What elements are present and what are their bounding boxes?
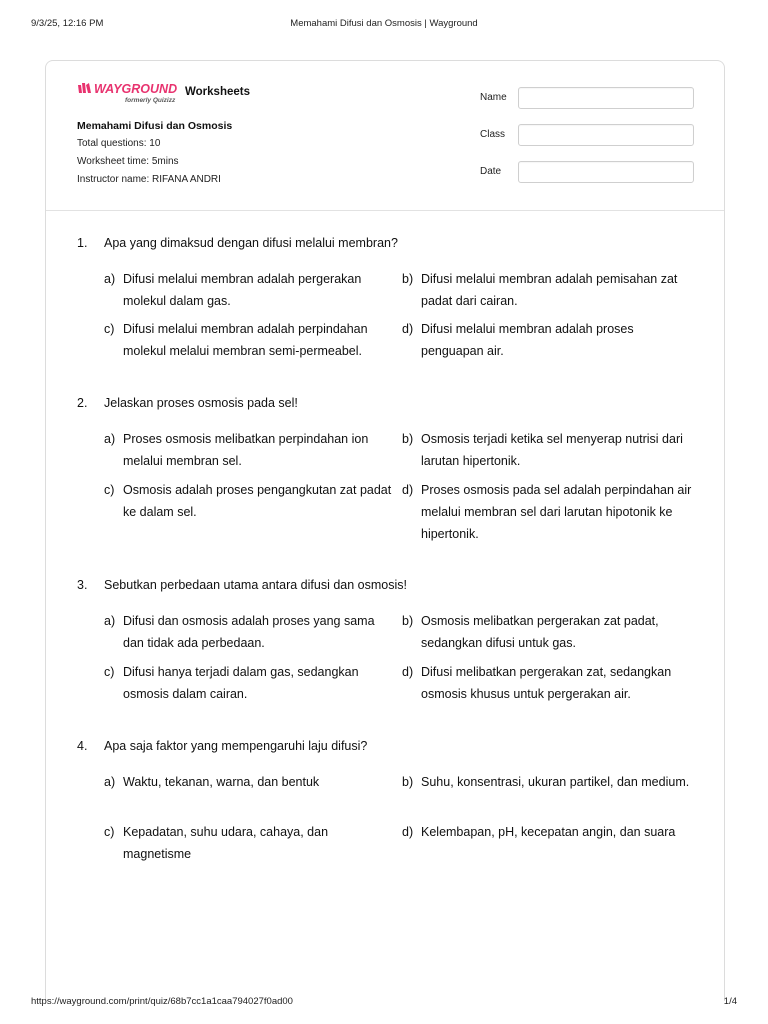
option-text: Difusi melalui membran adalah perpindahan molekul melalui membran semi-permeabel. — [123, 322, 368, 358]
option-letter: b) — [402, 272, 414, 286]
option-text: Difusi hanya terjadi dalam gas, sedangkan osmosis dalam cairan. — [123, 665, 359, 701]
option-letter: c) — [104, 825, 115, 839]
option-letter: d) — [402, 825, 414, 839]
question-text: Apa yang dimaksud dengan difusi melalui membran? — [104, 236, 398, 250]
option-c — [104, 821, 394, 865]
option-d — [402, 479, 698, 545]
worksheets-label: Worksheets — [185, 86, 250, 98]
option-letter: a) — [104, 272, 116, 286]
option-letter: b) — [402, 614, 414, 628]
option-a — [104, 428, 394, 472]
question-text: Jelaskan proses osmosis pada sel! — [104, 396, 298, 410]
date-field[interactable] — [518, 161, 694, 183]
option-b — [402, 428, 698, 472]
worksheet-time: Worksheet time: 5mins — [77, 156, 179, 167]
class-field[interactable] — [518, 124, 694, 146]
option-text: Osmosis terjadi ketika sel menyerap nutrisi dari larutan hipertonik. — [421, 432, 683, 468]
option-b — [402, 268, 698, 312]
worksheet-card — [45, 60, 725, 1001]
name-field[interactable] — [518, 87, 694, 109]
option-b — [402, 610, 698, 654]
option-letter: a) — [104, 432, 116, 446]
print-page-number: 1/4 — [723, 996, 737, 1007]
logo-bar-2 — [82, 83, 86, 93]
option-a — [104, 610, 394, 654]
option-letter: c) — [104, 483, 115, 497]
question-number: 3. — [77, 578, 88, 592]
option-letter: b) — [402, 775, 414, 789]
option-letter: a) — [104, 775, 116, 789]
option-letter: a) — [104, 614, 116, 628]
option-a — [104, 268, 394, 312]
option-a — [104, 771, 394, 793]
name-label: Name — [480, 92, 507, 103]
option-letter: d) — [402, 483, 414, 497]
question-text: Apa saja faktor yang mempengaruhi laju difusi? — [104, 739, 368, 753]
instructor-name: Instructor name: RIFANA ANDRI — [77, 174, 221, 185]
option-letter: b) — [402, 432, 414, 446]
worksheet-title: Memahami Difusi dan Osmosis — [77, 120, 233, 132]
option-c — [104, 479, 394, 523]
worksheet-header — [46, 61, 724, 211]
logo-subtext: formerly Quizizz — [125, 97, 176, 104]
option-text: Waktu, tekanan, warna, dan bentuk — [123, 775, 320, 789]
question-number: 1. — [77, 236, 88, 250]
option-text: Difusi melalui membran adalah proses penguapan air. — [421, 322, 634, 358]
option-text: Difusi melibatkan pergerakan zat, sedangkan osmosis khusus untuk pergerakan air. — [421, 665, 672, 701]
print-url[interactable]: https://wayground.com/print/quiz/68b7cc1a1caa794027f0ad00 — [31, 996, 293, 1007]
wayground-logo-icon — [77, 81, 197, 97]
question-number: 2. — [77, 396, 88, 410]
question-text: Sebutkan perbedaan utama antara difusi dan osmosis! — [104, 578, 407, 592]
logo-bar-3 — [86, 83, 91, 93]
option-text: Proses osmosis pada sel adalah perpindahan air melalui membran sel dari larutan hipotonik ke hipertonik. — [421, 483, 692, 541]
date-label: Date — [480, 166, 502, 177]
option-d — [402, 821, 698, 843]
class-label: Class — [480, 129, 506, 140]
print-footer — [0, 996, 768, 1010]
print-header — [0, 18, 768, 32]
option-text: Difusi melalui membran adalah pemisahan zat padat dari cairan. — [421, 272, 678, 308]
option-text: Difusi melalui membran adalah pergerakan molekul dalam gas. — [123, 272, 362, 308]
option-text: Osmosis adalah proses pengangkutan zat padat ke dalam sel. — [123, 483, 392, 519]
question-number: 4. — [77, 739, 88, 753]
option-text: Suhu, konsentrasi, ukuran partikel, dan medium. — [421, 775, 690, 789]
option-c — [104, 661, 394, 705]
print-page-title: Memahami Difusi dan Osmosis | Wayground — [290, 18, 478, 29]
option-text: Osmosis melibatkan pergerakan zat padat, sedangkan difusi untuk gas. — [421, 614, 659, 650]
logo-bar-1 — [78, 85, 82, 93]
total-questions: Total questions: 10 — [77, 138, 161, 149]
option-letter: d) — [402, 322, 414, 336]
option-text: Kelembapan, pH, kecepatan angin, dan suara — [421, 825, 676, 839]
option-letter: c) — [104, 322, 115, 336]
option-d — [402, 661, 698, 705]
option-text: Proses osmosis melibatkan perpindahan ion melalui membran sel. — [123, 432, 369, 468]
option-c — [104, 318, 394, 362]
option-letter: d) — [402, 665, 414, 679]
option-b — [402, 771, 698, 793]
option-text: Kepadatan, suhu udara, cahaya, dan magnetisme — [123, 825, 329, 861]
logo-wordmark: WAYGROUND — [94, 82, 178, 96]
option-letter: c) — [104, 665, 115, 679]
option-text: Difusi dan osmosis adalah proses yang sama dan tidak ada perbedaan. — [123, 614, 375, 650]
print-datetime: 9/3/25, 12:16 PM — [31, 18, 104, 29]
option-d — [402, 318, 698, 362]
